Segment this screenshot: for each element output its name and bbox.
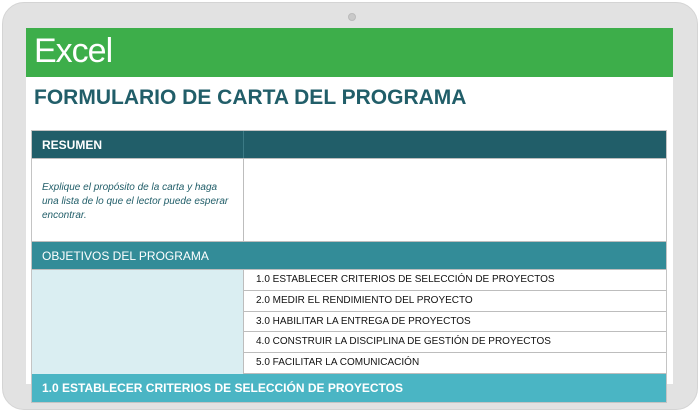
summary-description: Explique el propósito de la carta y haga una lista de lo que el lector puede esperar encontrar. xyxy=(32,159,244,241)
section-header-1: 1.0 ESTABLECER CRITERIOS DE SELECCIÓN DE PROYECTOS xyxy=(32,374,666,402)
objective-item[interactable]: 1.0 ESTABLECER CRITERIOS DE SELECCIÓN DE PROYECTOS xyxy=(244,270,666,291)
objective-item[interactable]: 2.0 MEDIR EL RENDIMIENTO DEL PROYECTO xyxy=(244,291,666,312)
page-title: FORMULARIO DE CARTA DEL PROGRAMA xyxy=(34,86,467,109)
objective-item[interactable]: 4.0 CONSTRUIR LA DISCIPLINA DE GESTIÓN DE PROYECTOS xyxy=(244,332,666,353)
objectives-header: OBJETIVOS DEL PROGRAMA xyxy=(32,242,666,270)
summary-input-cell[interactable] xyxy=(244,159,666,241)
summary-header-cell[interactable] xyxy=(244,131,666,158)
screen xyxy=(26,28,673,395)
excel-banner: Excel xyxy=(26,28,673,77)
summary-row xyxy=(32,159,666,242)
objective-item[interactable]: 5.0 FACILITAR LA COMUNICACIÓN xyxy=(244,353,666,374)
charter-table xyxy=(31,130,667,403)
objective-item[interactable]: 3.0 HABILITAR LA ENTREGA DE PROYECTOS xyxy=(244,312,666,333)
camera-icon xyxy=(348,13,356,21)
objectives-block xyxy=(32,270,666,374)
summary-header-row xyxy=(32,131,666,159)
objectives-label-cell[interactable] xyxy=(32,270,244,374)
summary-header: RESUMEN xyxy=(32,131,244,158)
